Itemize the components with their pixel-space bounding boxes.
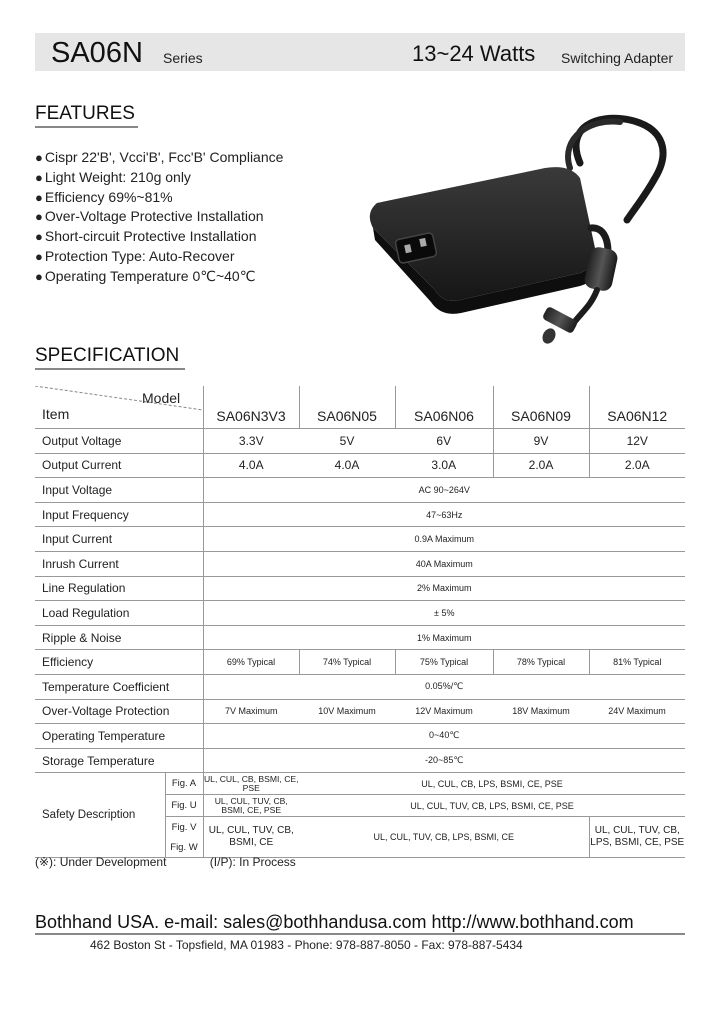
bullet-icon: ● [35,209,43,225]
cell: 2.0A [493,453,589,478]
cell: -20~85℃ [203,748,685,773]
cell: 2.0A [589,453,685,478]
wattage-label: 13~24 Watts [412,41,536,66]
feature-item: ● Efficiency 69%~81% [35,188,173,205]
bullet-icon: ● [35,268,43,284]
row-label: Output Voltage [35,429,203,454]
table-row [35,527,685,552]
cell: UL, CUL, TUV, CB, LPS, BSMI, CE [299,817,589,858]
features-underline [35,126,138,128]
under-development-note: (※): Under Development [35,855,167,869]
row-label: Input Frequency [35,502,203,527]
table-row [35,429,685,454]
table-row [35,478,685,503]
row-label: Input Voltage [35,478,203,503]
cell: UL, CUL, CB, LPS, BSMI, CE, PSE [299,773,685,795]
features-list [35,148,355,287]
row-label: Efficiency [35,650,203,675]
table-row [35,773,685,795]
feature-item: ● Short-circuit Protective Installation [35,228,257,245]
fig-label: Fig. W [165,837,203,858]
cell: ± 5% [203,601,685,626]
in-process-note: (I/P): In Process [209,855,296,869]
bullet-icon: ● [35,150,43,165]
cell: 3.3V [203,429,299,454]
specification-table [35,386,685,858]
specification-underline [35,368,185,370]
table-header-row [35,386,685,429]
model-col-header: SA06N05 [299,386,395,429]
table-row [35,576,685,601]
cell: 0.9A Maximum [203,527,685,552]
corner-cell [35,386,203,429]
cell: UL, CUL, TUV, CB, LPS, BSMI, CE, PSE [299,795,685,817]
features-title: FEATURES [35,103,135,124]
cell: 6V [395,429,493,454]
model-col-header: SA06N3V3 [203,386,299,429]
cell: 10V Maximum [299,699,395,724]
cell: 7V Maximum [203,699,299,724]
table-row [35,674,685,699]
bullet-icon: ● [35,248,43,264]
bullet-icon: ● [35,229,43,245]
company-address: 462 Boston St - Topsfield, MA 01983 - Phone: 978-887-8050 - Fax: 978-887-5434 [90,938,523,952]
feature-item: ● Protection Type: Auto-Recover [35,247,235,264]
cell: 24V Maximum [589,699,685,724]
cell: AC 90~264V [203,478,685,503]
row-label: Ripple & Noise [35,625,203,650]
fig-label: Fig. V [165,817,203,838]
adapter-type-label: Switching Adapter [561,50,674,66]
cell: 0~40℃ [203,724,685,749]
table-row [35,625,685,650]
footer-rule [35,933,685,935]
table-row [35,502,685,527]
cell: 3.0A [395,453,493,478]
table-row [35,724,685,749]
cell: 74% Typical [299,650,395,675]
cell: 4.0A [299,453,395,478]
cell: 78% Typical [493,650,589,675]
table-row [35,748,685,773]
cell: UL, CUL, TUV, CB, BSMI, CE [203,817,299,858]
bullet-icon: ● [35,169,43,185]
cell: 4.0A [203,453,299,478]
cell: 0.05%/℃ [203,674,685,699]
cell: UL, CUL, TUV, CB, LPS, BSMI, CE, PSE [589,817,685,858]
cell: 2% Maximum [203,576,685,601]
feature-item: ● Light Weight: 210g only [35,168,191,185]
cell: UL, CUL, TUV, CB, BSMI, CE, PSE [203,795,299,817]
row-label: Storage Temperature [35,748,203,773]
cell: 9V [493,429,589,454]
table-row [35,699,685,724]
specification-title: SPECIFICATION [35,345,180,366]
cell: 5V [299,429,395,454]
cell: 12V [589,429,685,454]
row-label: Input Current [35,527,203,552]
table-row [35,601,685,626]
cell: 1% Maximum [203,625,685,650]
model-title: SA06N [51,37,143,69]
cell: UL, CUL, CB, BSMI, CE, PSE [203,773,299,793]
corner-model-label: Model [142,390,181,406]
feature-item: ● Cispr 22'B', Vcci'B', Fcc'B' Compliance [35,149,284,165]
row-label: Load Regulation [35,601,203,626]
cell: 75% Typical [395,650,493,675]
cell: 47~63Hz [203,502,685,527]
row-label: Output Current [35,453,203,478]
feature-item: ● Operating Temperature 0℃~40℃ [35,267,256,284]
table-row [35,453,685,478]
cell: 69% Typical [203,650,299,675]
model-col-header: SA06N12 [589,386,685,429]
company-contact: Bothhand USA. e-mail: sales@bothhandusa.com http://www.bothhand.com [35,912,634,932]
table-row [35,551,685,576]
model-col-header: SA06N09 [493,386,589,429]
header-bar [35,33,685,71]
model-col-header: SA06N06 [395,386,493,429]
bullet-icon: ● [35,189,43,205]
row-label: Operating Temperature [35,724,203,749]
cell: 12V Maximum [395,699,493,724]
cell: 81% Typical [589,650,685,675]
fig-label: Fig. U [165,795,203,817]
feature-item: ● Over-Voltage Protective Installation [35,208,264,225]
table-row [35,650,685,675]
corner-item-label: Item [42,406,70,422]
row-label: Temperature Coefficient [35,674,203,699]
row-label: Over-Voltage Protection [35,699,203,724]
series-label: Series [163,50,203,66]
cell: 40A Maximum [203,551,685,576]
row-label: Safety Description [35,773,165,858]
adapter-product-image [365,108,685,353]
fig-label: Fig. A [165,773,203,795]
row-label: Inrush Current [35,551,203,576]
cell: 18V Maximum [493,699,589,724]
footnotes [35,855,336,869]
row-label: Line Regulation [35,576,203,601]
